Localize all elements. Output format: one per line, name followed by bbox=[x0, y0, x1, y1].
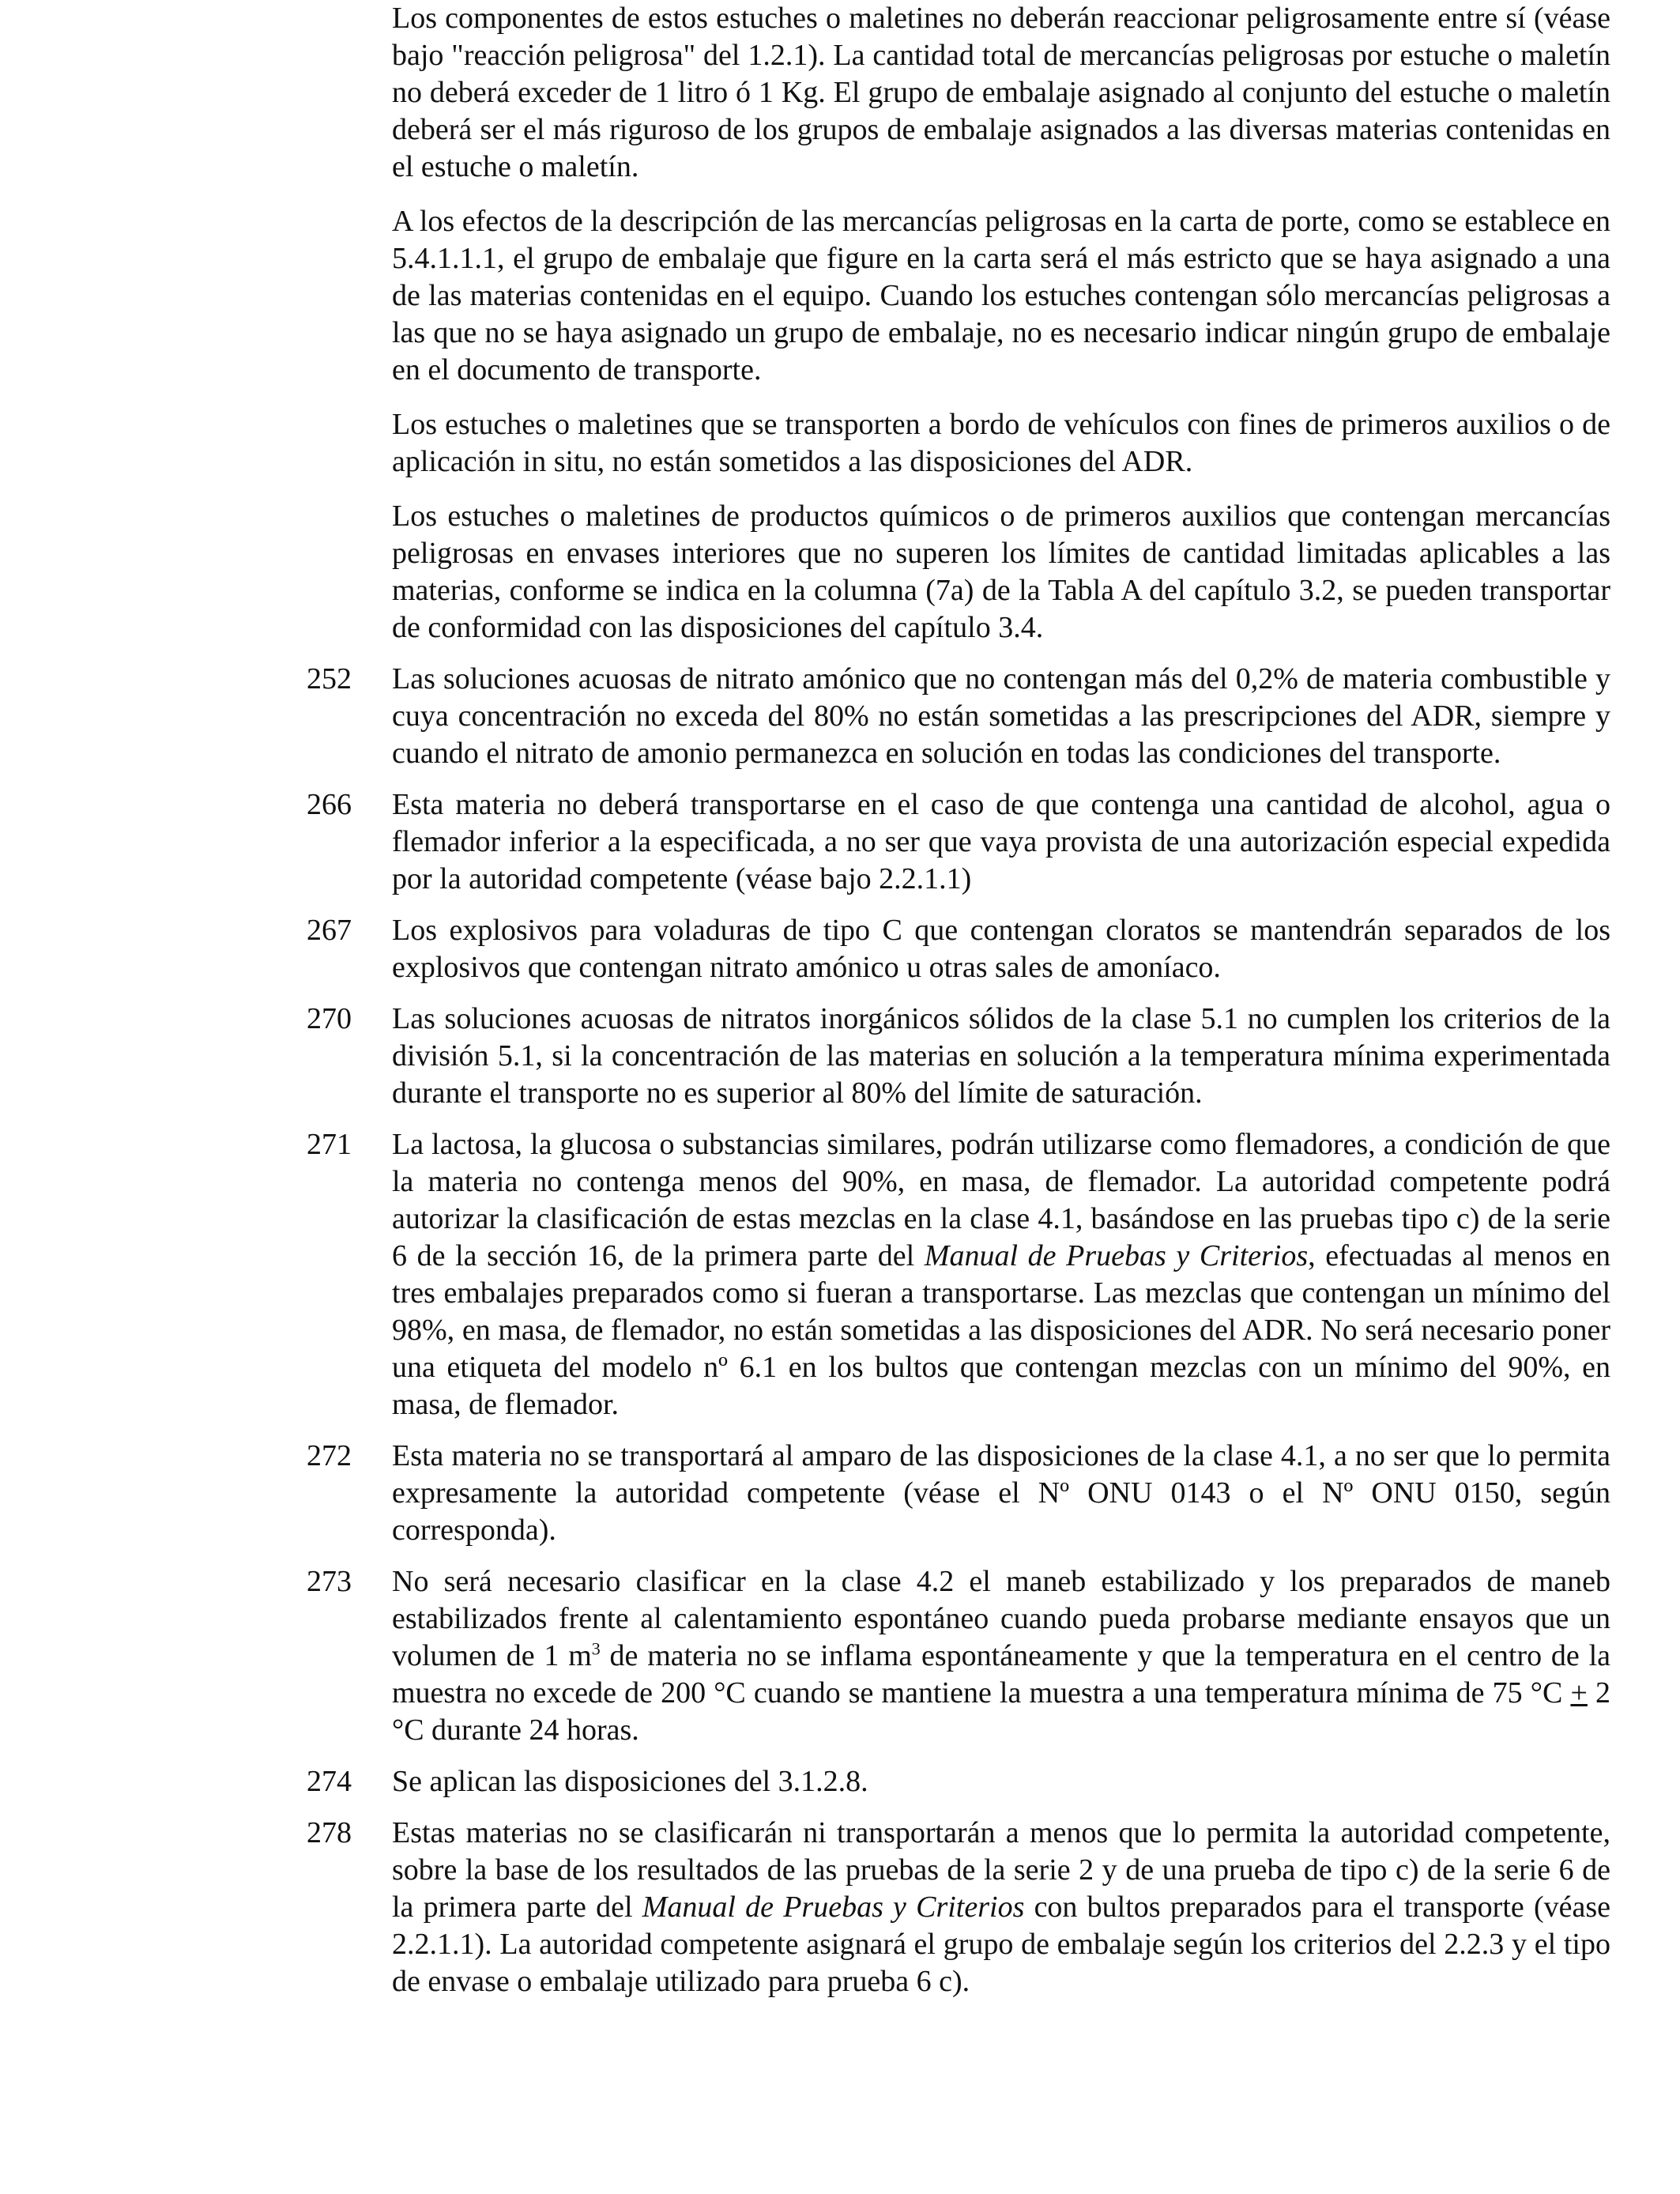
continuation-paragraph: Los estuches o maletines que se transporten a bordo de vehículos con fines de primeros auxilios o de aplicación in situ, no están sometidos a las disposiciones del ADR. bbox=[392, 408, 1610, 478]
provision-number: 266 bbox=[307, 788, 352, 821]
continuation-paragraph: Los componentes de estos estuches o maletines no deberán reaccionar peligrosamente entre sí (véase bajo "reacción peligrosa" del 1.2.1). La cantidad total de mercancías peligrosas por estuche o maletín no deberá exceder de 1 litro ó 1 Kg. El grupo de embalaje asignado al conjunto del estuche o maletín deberá ser el más riguroso de los grupos de embalaje asignados a las diversas materias contenidas en el estuche o maletín. bbox=[392, 2, 1610, 183]
provision-number: 274 bbox=[307, 1765, 352, 1798]
provision-text-part: de materia no se inflama espontáneamente y que la temperatura en el centro de la muestra no excede de 200 °C cuando se mantiene la muestra a una temperatura mínima de 75 °C bbox=[392, 1639, 1610, 1710]
provision-267 bbox=[307, 912, 1610, 986]
continuation-paragraph: A los efectos de la descripción de las mercancías peligrosas en la carta de porte, como se establece en 5.4.1.1.1, el grupo de embalaje que figure en la carta será el más estricto que se haya asignado a una de las materias contenidas en el equipo. Cuando los estuches contengan sólo mercancías peligrosas a las que no se haya asignado un grupo de embalaje, no es necesario indicar ningún grupo de embalaje en el documento de transporte. bbox=[392, 205, 1610, 386]
provision-272 bbox=[307, 1438, 1610, 1549]
provision-text-part: con bultos preparados para el transporte (véase 2.2.1.1). La autoridad competente asignará el grupo de embalaje según los criterios del 2.2.3 y el tipo de envase o embalaje utilizado para prueba 6 c). bbox=[392, 1891, 1610, 1998]
provision-274 bbox=[307, 1763, 1610, 1800]
provision-number: 278 bbox=[307, 1816, 352, 1849]
provision-text-part: , efectuadas al menos en tres embalajes preparados como si fueran a transportarse. Las mezclas que contengan un mínimo del 98%, en masa, de flemador, no están sometidas a las disposiciones del ADR. No será necesario poner una etiqueta del modelo nº 6.1 en los bultos que contengan mezclas con un mínimo del 90%, en masa, de flemador. bbox=[392, 1239, 1610, 1421]
provision-text bbox=[392, 1815, 1610, 2000]
provision-text: Las soluciones acuosas de nitratos inorgánicos sólidos de la clase 5.1 no cumplen los criterios de la división 5.1, si la concentración de las materias en solución a la temperatura mínima experimentada durante el transporte no es superior al 80% del límite de saturación. bbox=[392, 1002, 1610, 1110]
provision-text bbox=[392, 1126, 1610, 1423]
continuation-paragraph: Los estuches o maletines de productos químicos o de primeros auxilios que contengan mercancías peligrosas en envases interiores que no superen los límites de cantidad limitadas aplicables a las materias, conforme se indica en la columna (7a) de la Tabla A del capítulo 3.2, se pueden transportar de conformidad con las disposiciones del capítulo 3.4. bbox=[392, 499, 1610, 644]
provision-270 bbox=[307, 1001, 1610, 1112]
provision-number: 271 bbox=[307, 1128, 352, 1161]
continuation-block bbox=[307, 0, 1610, 647]
provision-252 bbox=[307, 661, 1610, 772]
provision-278 bbox=[307, 1815, 1610, 2000]
provision-text-part: No será necesario clasificar en la clase 4.2 el maneb estabilizado y los preparados de maneb estabilizados frente al calentamiento espontáneo cuando pueda probarse mediante ensayos que un volumen de 1 m bbox=[392, 1565, 1610, 1672]
provision-text: Los explosivos para voladuras de tipo C que contengan cloratos se mantendrán separados de los explosivos que contengan nitrato amónico u otras sales de amoníaco. bbox=[392, 914, 1610, 984]
provision-text-part: 2 °C durante 24 horas. bbox=[392, 1676, 1611, 1747]
provision-number: 272 bbox=[307, 1439, 352, 1472]
plus-minus-sign: + bbox=[1570, 1676, 1588, 1710]
provision-text-part: Estas materias no se clasificarán ni transportarán a menos que lo permita la autoridad competente, sobre la base de los resultados de las pruebas de la serie 2 y de una prueba de tipo c) de la serie 6 de la primera parte del bbox=[392, 1816, 1610, 1924]
manual-title: Manual de Pruebas y Criterios bbox=[642, 1891, 1025, 1924]
provision-number: 267 bbox=[307, 914, 352, 947]
provision-273 bbox=[307, 1563, 1610, 1749]
superscript-three: 3 bbox=[591, 1638, 601, 1659]
provision-266 bbox=[307, 786, 1610, 898]
provision-number: 252 bbox=[307, 662, 352, 696]
provision-text: Las soluciones acuosas de nitrato amónico que no contengan más del 0,2% de materia combustible y cuya concentración no exceda del 80% no están sometidas a las prescripciones del ADR, siempre y cuando el nitrato de amonio permanezca en solución en todas las condiciones del transporte. bbox=[392, 662, 1610, 770]
provision-text bbox=[392, 1563, 1610, 1749]
manual-title: Manual de Pruebas y Criterios bbox=[924, 1239, 1309, 1272]
provision-number: 273 bbox=[307, 1565, 352, 1598]
continuation-text bbox=[392, 0, 1610, 647]
provision-text: Esta materia no se transportará al amparo de las disposiciones de la clase 4.1, a no ser que lo permita expresamente la autoridad competente (véase el Nº ONU 0143 o el Nº ONU 0150, según corresponda). bbox=[392, 1439, 1610, 1547]
provision-number: 270 bbox=[307, 1002, 352, 1035]
provision-text-part: La lactosa, la glucosa o substancias similares, podrán utilizarse como flemadores, a condición de que la materia no contenga menos del 90%, en masa, de flemador. La autoridad competente podrá autorizar la clasificación de estas mezclas en la clase 4.1, basándose en las pruebas tipo c) de la serie 6 de la sección 16, de la primera parte del bbox=[392, 1128, 1610, 1272]
special-provisions-body bbox=[307, 0, 1610, 2015]
provision-text: Esta materia no deberá transportarse en el caso de que contenga una cantidad de alcohol, agua o flemador inferior a la especificada, a no ser que vaya provista de una autorización especial expedida por la autoridad competente (véase bajo 2.2.1.1) bbox=[392, 788, 1610, 895]
provision-271 bbox=[307, 1126, 1610, 1423]
provision-text: Se aplican las disposiciones del 3.1.2.8. bbox=[392, 1765, 868, 1798]
